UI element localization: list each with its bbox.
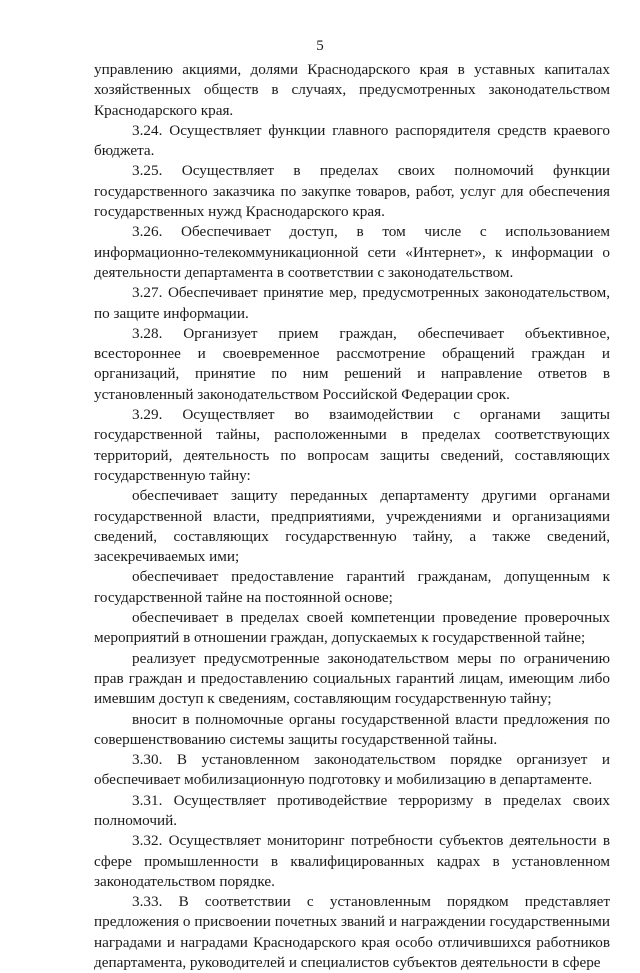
paragraph-3-25: 3.25. Осуществляет в пределах своих полномочий функции государственного заказчика по закупке товаров, работ, услуг для обеспечения государственных нужд Краснодарского края. (94, 162, 610, 221)
paragraph-3-33: 3.33. В соответствии с установленным порядком представляет предложения о присвоении почетных званий и награждении государственными наградами и наградами Краснодарского края особо отличившихся работников департамента, руководителей и специалистов субъектов деятельности в сфере (94, 893, 610, 972)
paragraph-3-29: 3.29. Осуществляет во взаимодействии с органами защиты государственной тайны, расположенными в пределах соответствующих территорий, деятельность по вопросам защиты сведений, составляющих государственную тайну: (94, 406, 610, 484)
paragraph-3-28: 3.28. Организует прием граждан, обеспечивает объективное, всестороннее и своевременное рассмотрение обращений граждан и организаций, принятие по ним решений и направление ответов в установленный законодательством Российской Федерации срок. (94, 324, 610, 403)
paragraph-3-26: 3.26. Обеспечивает доступ, в том числе с использованием информационно-телекоммуникационной сети «Интернет», к информации о деятельности департамента в соответствии с законодательством. (94, 223, 610, 281)
paragraph-3-31: 3.31. Осуществляет противодействие терроризму в пределах своих полномочий. (94, 791, 610, 829)
paragraph-3-30: 3.30. В установленном законодательством порядке организует и обеспечивает мобилизационную подготовку и мобилизацию в департаменте. (94, 751, 610, 789)
paragraph-3-32: 3.32. Осуществляет мониторинг потребности субъектов деятельности в сфере промышленности в квалифицированных кадрах в установленном законодательством порядке. (94, 832, 610, 890)
paragraph-continuation: управлению акциями, долями Краснодарского края в уставных капиталах хозяйственных обществ в случаях, предусмотренных законодательством Краснодарского края. (94, 61, 610, 119)
page-number: 5 (316, 38, 324, 54)
paragraph-3-29-item-5: вносит в полномочные органы государственной власти предложения по совершенствованию системы защиты государственной тайны. (94, 710, 610, 748)
paragraph-3-29-item-4: реализует предусмотренные законодательством меры по ограничению прав граждан и предоставлению социальных гарантий лицам, имеющим либо имевшим доступ к сведениям, составляющим государственную тайну; (94, 649, 610, 708)
paragraph-3-29-item-3: обеспечивает в пределах своей компетенции проведение проверочных мероприятий в отношении граждан, допускаемых к государственной тайне; (94, 609, 610, 647)
paragraph-3-29-item-2: обеспечивает предоставление гарантий гражданам, допущенным к государственной тайне на постоянной основе; (94, 568, 610, 606)
paragraph-3-27: 3.27. Обеспечивает принятие мер, предусмотренных законодательством, по защите информации. (94, 284, 610, 322)
paragraph-3-29-item-1: обеспечивает защиту переданных департаменту другими органами государственной власти, предприятиями, учреждениями и организациями сведений, составляющих государственную тайну, а также сведений, засекречиваемых ими; (94, 487, 610, 566)
paragraph-3-24: 3.24. Осуществляет функции главного распорядителя средств краевого бюджета. (94, 121, 610, 160)
